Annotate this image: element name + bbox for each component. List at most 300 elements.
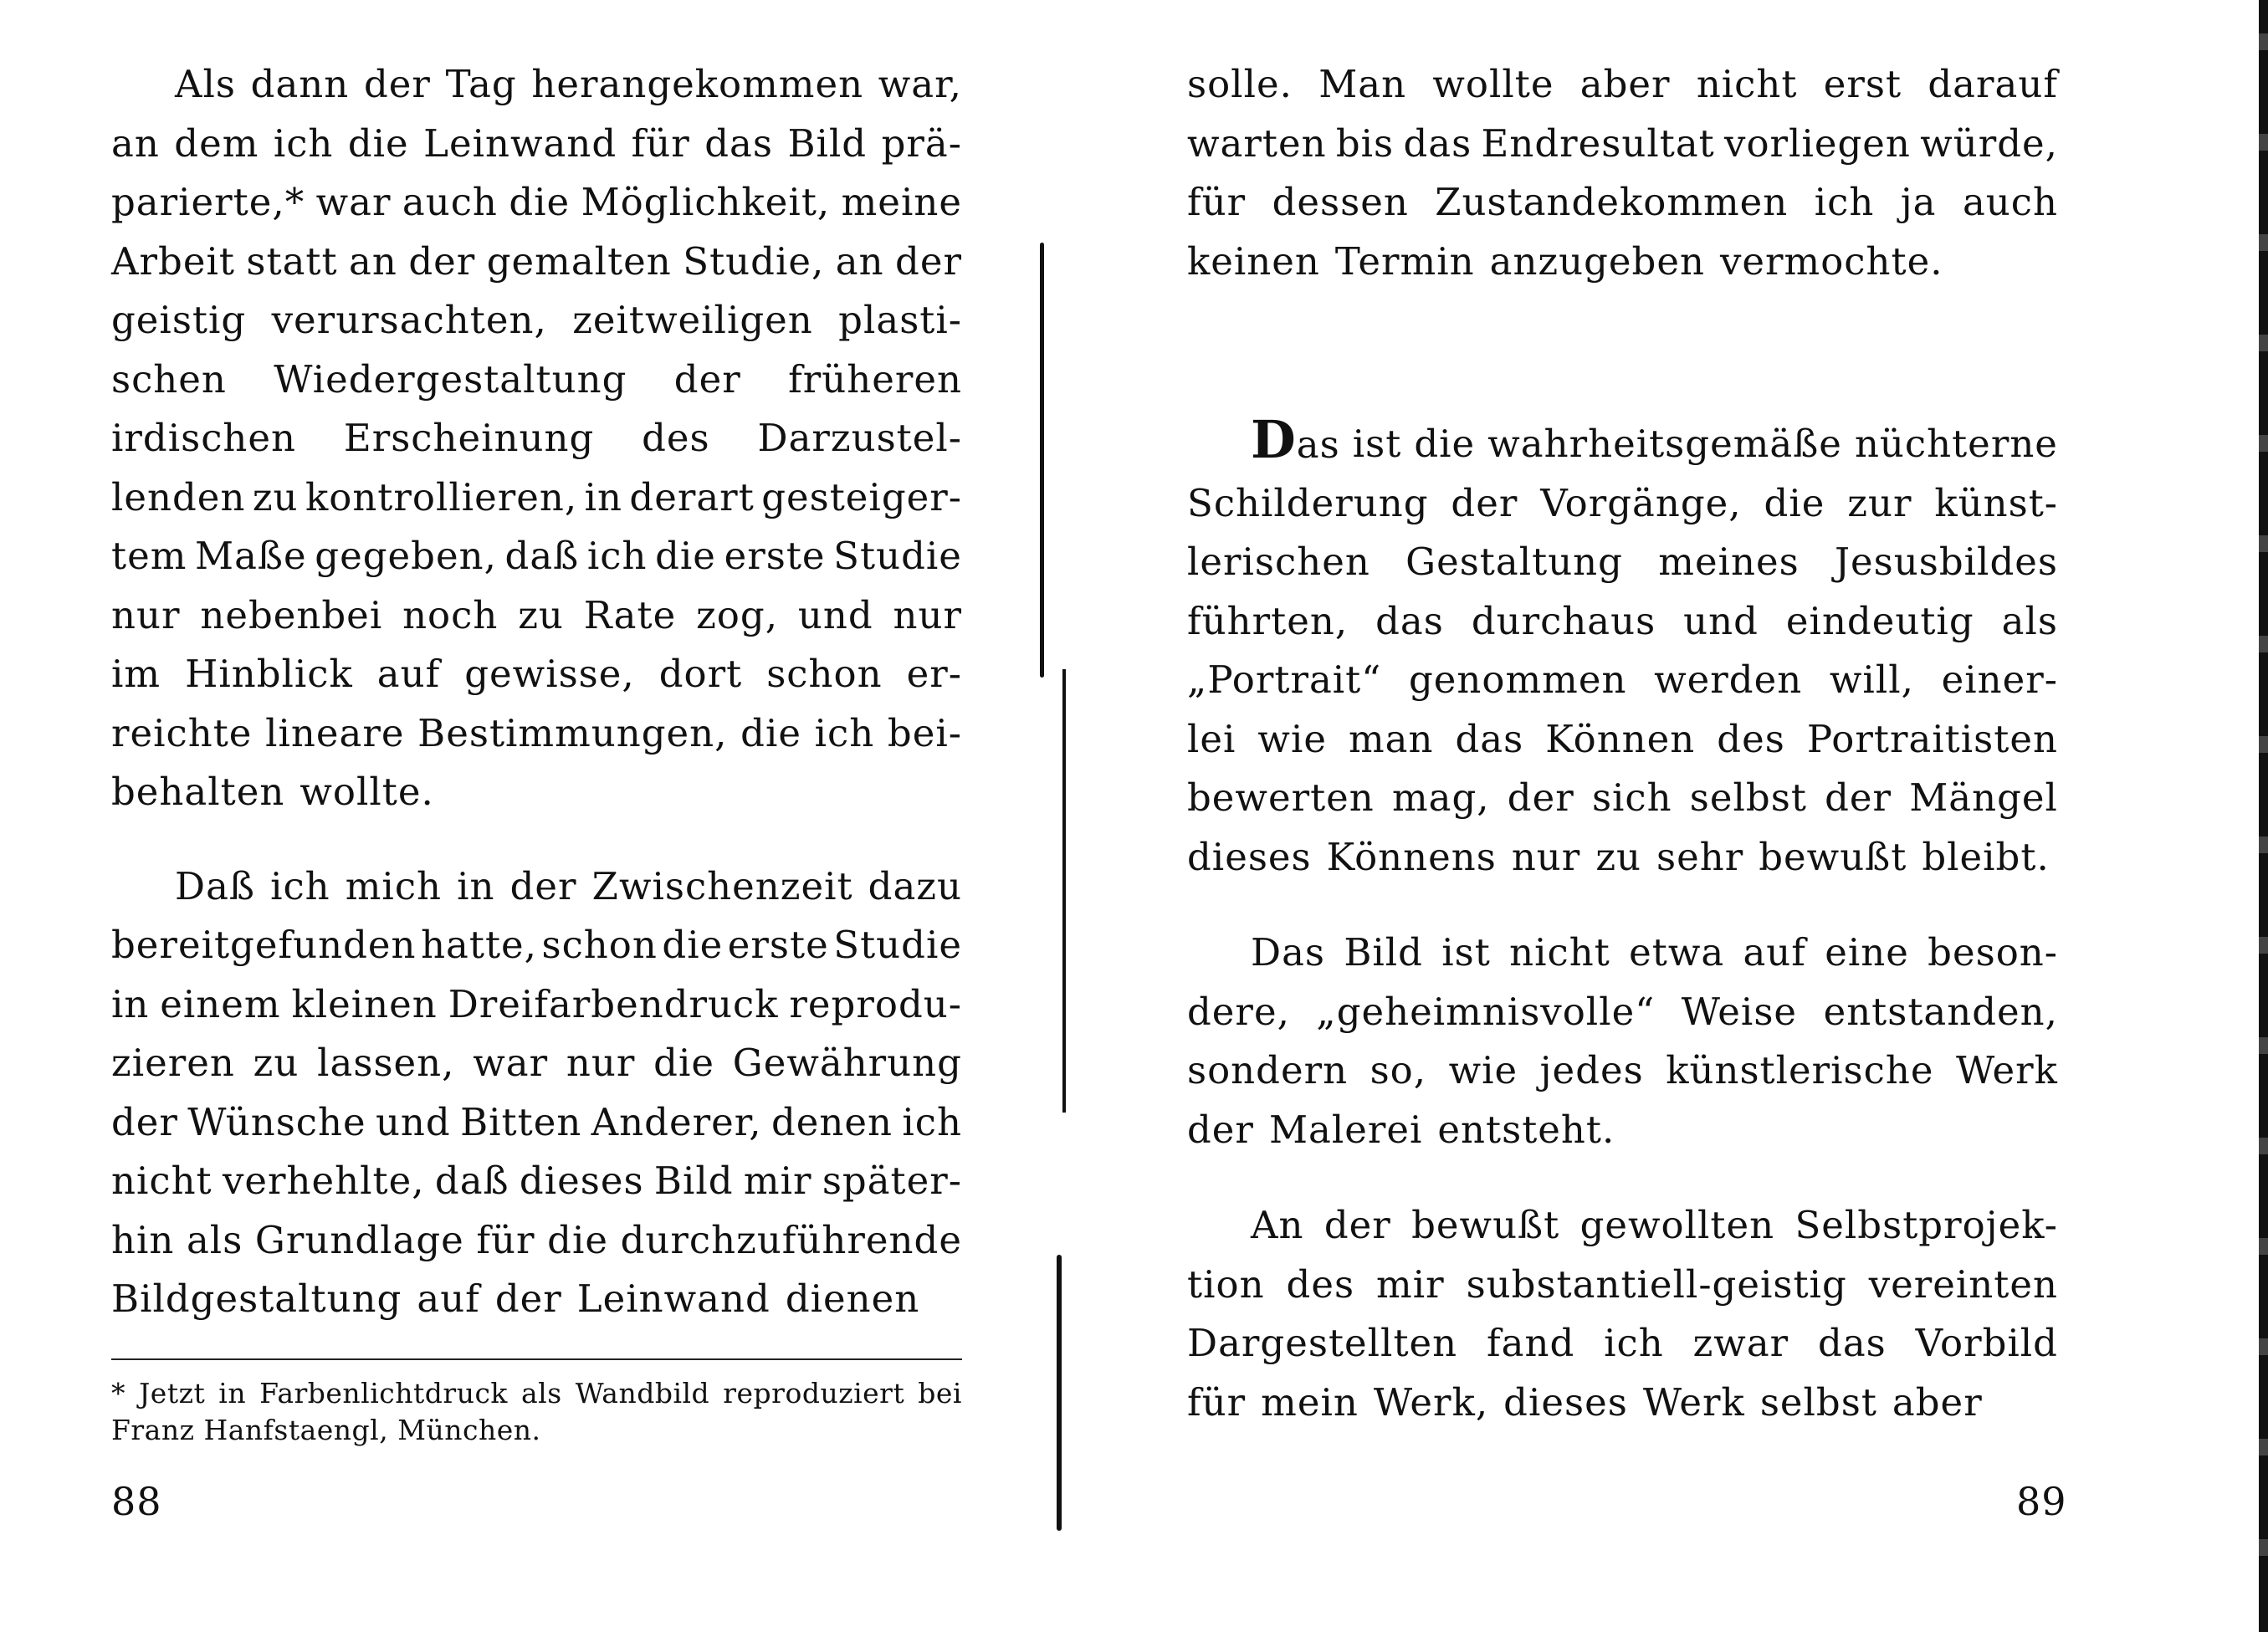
word: noch [402,592,499,637]
footnote-word: Jetzt [139,1377,206,1409]
right-page [1088,0,2268,1632]
word: sehr [1656,834,1744,879]
word: schon [541,923,658,967]
word: schon [766,652,883,696]
word: Bitten [460,1099,582,1144]
word: mag, [1391,775,1490,820]
text-line [1187,828,2058,888]
word: einem [160,981,281,1026]
word: an [835,238,884,284]
word: Vorbild [1915,1321,2058,1365]
word: auf [417,1276,480,1321]
word: in [457,863,495,908]
word: etwa [1629,930,1725,975]
word: tion [1187,1261,1265,1307]
word: bereitgefunden [111,923,417,967]
word: der [1825,775,1892,820]
word: der [509,863,577,908]
word: der [1451,480,1518,525]
word: gewisse, [464,652,635,696]
drop-cap: D [1251,409,1297,470]
word: künst- [1934,480,2058,525]
word: zog, [696,592,779,637]
word: selbst [1689,775,1807,820]
word-with-dropcap [1251,409,1340,474]
word: ist [1441,930,1491,975]
footnote-word: Wandbild [575,1377,710,1409]
text-line [1187,592,2058,652]
paragraph [1187,923,2058,1159]
footnote-word: bei [918,1377,962,1409]
word: mir [1376,1261,1445,1307]
word: man [1348,716,1434,761]
word: bei- [887,710,962,755]
word: aber [1892,1379,1983,1425]
word: nicht [1696,62,1798,106]
word: einer- [1941,657,2058,702]
word: darauf [1928,62,2058,106]
word: das [1455,716,1524,761]
text-line [111,409,962,468]
word: entsteht. [1437,1107,1615,1152]
word: bewußt [1759,834,1907,879]
text-line [111,115,962,174]
word: dort [658,652,743,696]
word: gegeben, [315,534,497,578]
word: erste [724,534,826,578]
word: ich [1604,1321,1664,1365]
word: Das [1251,930,1326,975]
word: as [1296,422,1340,467]
word: ich [273,120,334,166]
word: kontrollieren, [305,474,578,519]
word: Dargestellten [1187,1321,1458,1365]
word: später- [822,1159,962,1203]
word: war, [878,62,962,106]
word: die [740,710,801,755]
word: hatte, [421,923,537,967]
word: der [363,62,431,106]
page-number-right: 89 [2016,1479,2067,1524]
word: dieses [1187,834,1312,879]
word: der [895,238,962,284]
word: ich [814,710,875,755]
text-line [111,1034,962,1093]
word: der [494,1276,562,1321]
word: lenden [111,474,246,519]
text-line [111,916,962,975]
word: nüchterne [1854,422,2058,466]
text-line [1187,55,2058,115]
word: Portraitisten [1806,716,2058,761]
word: wahrheitsgemäße [1487,422,1842,466]
word: anzugeben [1489,238,1705,284]
word: Bestimmungen, [417,710,728,755]
text-line [1187,1314,2058,1374]
left-page [0,0,1046,1632]
word: für [476,1217,535,1262]
word: genommen [1408,657,1627,702]
word: lei [1187,716,1236,761]
binding-shadow-mark [1057,1255,1062,1531]
word: erste [727,923,829,967]
word: durchzuführende [620,1217,962,1262]
word: mich [345,863,443,908]
word: Weise [1681,989,1798,1034]
word: Wünsche [187,1099,366,1144]
text-line [111,1270,962,1329]
word: dere, [1187,989,1290,1034]
word: wollte [1432,62,1554,106]
word: Mängel [1909,775,2058,820]
word: ich [586,534,648,578]
word: ich [1814,180,1875,224]
word: die [653,1041,714,1085]
word: zu [252,474,299,519]
word: an [111,120,160,166]
word: vermochte. [1719,238,1943,284]
word: entstanden, [1823,989,2058,1034]
word: auf [1743,930,1806,975]
word: Gestaltung [1405,540,1623,584]
word: ja [1900,180,1937,224]
word: zu [1595,834,1642,879]
word: dieses [1503,1379,1628,1425]
word: erst [1823,62,1902,106]
right-page-text [1187,55,2058,1432]
footnote-word: reproduziert [723,1377,905,1409]
word: kleinen [291,981,438,1026]
word: ich [902,1099,962,1144]
word: Bildgestaltung [111,1276,402,1321]
word: Erscheinung [343,416,595,460]
word: als [2001,598,2058,643]
word: Werk [1642,1379,1745,1425]
word: Grundlage [254,1217,464,1262]
text-line [1187,115,2058,174]
word: eine [1825,930,1909,975]
word: Rate [583,592,677,637]
word: im [111,652,161,696]
word: die [347,120,409,166]
word: reichte [111,710,253,755]
word: dann [250,62,350,106]
text-line [111,468,962,528]
text-line [1187,769,2058,828]
text-line [1187,1374,2058,1433]
word: Werk [1955,1048,2058,1092]
word: substantiell-geistig [1466,1261,1847,1307]
word: Anderer, [591,1099,762,1144]
word: eindeutig [1785,598,1974,643]
paragraph [1187,409,2058,887]
word: des [642,416,710,460]
binding-shadow-mark [1040,243,1044,678]
text-line [1187,409,2058,474]
word: und [797,592,873,637]
word: die [662,923,724,967]
text-line [1187,1101,2058,1160]
text-line [1187,173,2058,233]
word: bewußt [1411,1203,1560,1247]
word: mein [1261,1379,1359,1425]
word: aber [1579,62,1671,106]
word: sich [1591,775,1672,820]
word: durchaus [1471,598,1656,643]
footnote-divider [111,1358,962,1360]
word: Leinwand [576,1276,771,1321]
word: tem [111,534,187,578]
word: für [1187,1379,1247,1425]
word: der [1323,1203,1391,1247]
word: Darzustel- [757,416,962,460]
word: bewerten [1187,775,1375,820]
text-line [1187,651,2058,710]
text-line [1187,533,2058,592]
footnote-word: Farbenlichtdruck [259,1377,508,1409]
word: Studie [833,534,962,578]
word: gewollten [1579,1203,1775,1247]
footnote-line-1 [111,1375,962,1412]
paragraph [111,857,962,1329]
word: Möglichkeit, [581,180,831,224]
word: werden [1654,657,1803,702]
word: Jesusbildes [1835,540,2058,584]
word: meine [841,180,962,224]
word: dieses [519,1159,644,1203]
word: Als [175,62,236,106]
word: reprodu- [789,981,962,1026]
text-line [111,763,962,822]
word: zu [253,1041,299,1085]
word: Leinwand [423,120,617,166]
word: die [1764,480,1825,525]
word: das [1818,1321,1887,1365]
word: Daß [175,863,255,908]
word: plasti- [838,298,962,342]
word: Bild [787,120,868,166]
footnote-word: in [218,1377,247,1409]
footnote [111,1375,962,1449]
word: für [631,120,690,166]
word: Gewährung [732,1041,962,1085]
paragraph-spacer [1187,1159,2058,1196]
binding-shadow-mark [1062,669,1066,1113]
word: selbst [1759,1379,1877,1425]
word: geistig [111,298,247,342]
word: des [1286,1261,1355,1307]
word: prä- [881,120,962,166]
word: wollte. [299,770,434,814]
word: Malerei [1268,1107,1423,1152]
word: das [1403,120,1472,166]
word: nur [566,1041,636,1085]
paragraph [1187,55,2058,291]
word: wie [1448,1048,1518,1092]
word: Werk, [1373,1379,1489,1425]
paragraph [111,55,962,822]
text-line [111,1093,962,1153]
word: der [1507,775,1574,820]
word: Bild [1344,930,1423,975]
text-line [111,857,962,917]
word: der [408,238,476,284]
word: so, [1370,1048,1427,1092]
word: statt [246,238,338,284]
word: künstlerische [1666,1048,1934,1092]
word: zwar [1692,1321,1789,1365]
word: verhehlte, [222,1159,425,1203]
word: für [1187,180,1247,224]
word: nur [893,592,962,637]
word: Endresultat [1481,120,1715,166]
word: lerischen [1187,540,1370,584]
word: keinen [1187,238,1320,284]
word: jedes [1539,1048,1644,1092]
word: in [111,981,150,1026]
word: Man [1318,62,1407,106]
text-line [1187,474,2058,534]
word: derart [629,474,755,519]
paragraph [1187,1196,2058,1432]
word: hin [111,1217,175,1262]
word: nur [111,592,181,637]
word: „geheimnisvolle“ [1316,989,1656,1034]
word: dazu [868,863,962,908]
word: an [349,238,397,284]
word: dem [174,120,259,166]
word: daß [504,534,580,578]
word: will, [1829,657,1914,702]
page-edge-shadow [2259,0,2268,1632]
word: der [1187,1107,1254,1152]
word: des [1717,716,1785,761]
page-number-left: 88 [111,1479,162,1524]
word: führten, [1187,598,1349,643]
word: als [186,1217,243,1262]
word: war [473,1041,549,1085]
footnote-word: als [520,1377,562,1409]
word: auch [402,180,498,224]
word: ich [270,863,330,908]
text-line [111,173,962,233]
word: Wiedergestaltung [274,356,627,402]
word: Studie, [683,238,825,284]
word: gemalten [486,238,672,284]
word: Selbstprojek- [1794,1203,2058,1247]
text-line [111,55,962,115]
word: bleibt. [1922,834,2050,879]
word: „Portrait“ [1187,657,1382,702]
word: schen [111,356,227,402]
word: mir [743,1159,812,1203]
word: vereinten [1868,1261,2058,1307]
word: der [111,1099,178,1144]
word: Studie [833,923,962,967]
word: Termin [1334,238,1475,284]
word: Zwischenzeit [591,863,853,908]
text-line [111,291,962,350]
text-line [1187,1196,2058,1256]
word: dienen [785,1276,920,1321]
word: lassen, [317,1041,455,1085]
text-line [1187,233,2058,292]
word: die [655,534,716,578]
text-line [111,586,962,646]
text-line [1187,1041,2058,1101]
word: Arbeit [111,238,235,284]
text-line [111,527,962,586]
text-line [111,975,962,1035]
word: daß [434,1159,509,1203]
text-line [111,350,962,410]
paragraph-spacer [111,822,962,857]
word: früheren [788,356,962,402]
paragraph-spacer [1187,291,2058,415]
word: irdischen [111,416,296,460]
word: Dreifarbendruck [448,981,779,1026]
text-line [1187,710,2058,770]
word: gesteiger- [761,474,962,519]
word: fand [1487,1321,1575,1365]
word: Können [1545,716,1696,761]
text-line [111,233,962,292]
word: nebenbei [200,592,383,637]
word: meines [1658,540,1800,584]
word: Bild [653,1159,734,1203]
word: die [1414,422,1476,466]
word: wie [1257,716,1327,761]
word: solle. [1187,62,1293,106]
text-line [111,1152,962,1211]
text-line [111,645,962,704]
word: nur [1511,834,1581,879]
word: beson- [1928,930,2058,975]
word: vorliegen [1724,120,1911,166]
paragraph-spacer [1187,887,2058,923]
word: der [673,356,741,402]
word: Tag [445,62,517,106]
word: und [375,1099,451,1144]
word: zur [1847,480,1912,525]
word: auch [1962,180,2058,224]
word: denen [771,1099,893,1144]
text-line [1187,983,2058,1042]
word: herangekommen [531,62,864,106]
word: nicht [111,1159,212,1203]
word: das [1375,598,1444,643]
word: verursachten, [271,298,547,342]
word: lineare [265,710,405,755]
word: sondern [1187,1048,1349,1092]
word: Schilderung [1187,480,1429,525]
word: zeitweiligen [572,298,813,342]
word: bis [1335,120,1395,166]
word: parierte,* [111,180,305,224]
word: behalten [111,770,285,814]
word: Vorgänge, [1540,480,1742,525]
word: die [509,180,571,224]
word: würde, [1920,120,2058,166]
word: auf [376,652,441,696]
footnote-word: * [111,1377,125,1409]
word: das [704,120,773,166]
word: ist [1352,422,1402,466]
word: Zustandekommen [1435,180,1789,224]
word: dessen [1272,180,1409,224]
word: in [584,474,622,519]
word: zu [518,592,564,637]
